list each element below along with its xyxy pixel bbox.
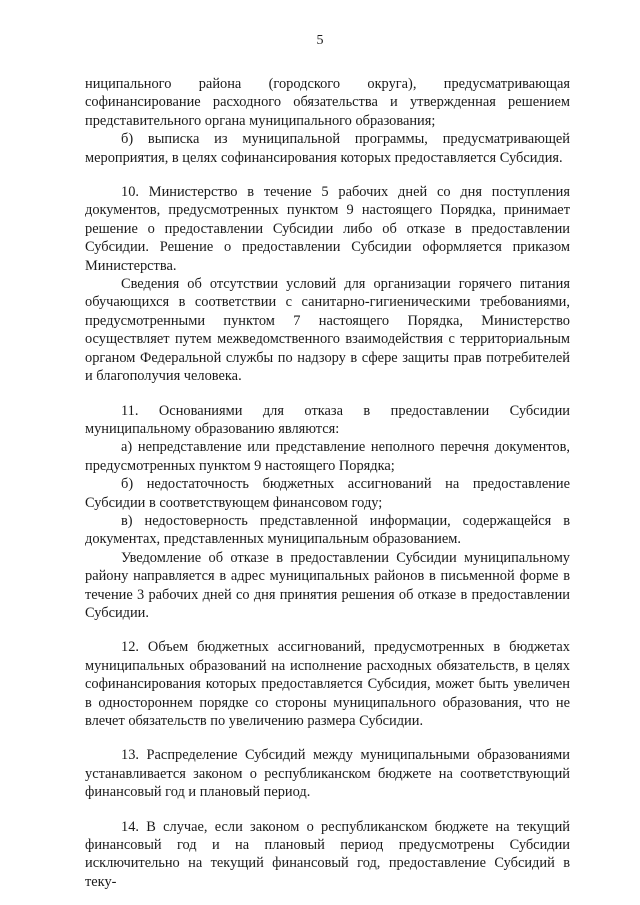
paragraph-item-12: 12. Объем бюджетных ассигнований, предусмотренных в бюджетах муниципальных образований на исполнение расходных обязательств, в целях софинансирования которых предоставляется Субсидия, может быть увеличен в одностороннем порядке со стороны муниципального образования, что не влечет обязательств по увеличению размера Субсидии. bbox=[85, 639, 570, 729]
paragraph-item-10: 10. Министерство в течение 5 рабочих дней со дня поступления документов, предусмотренных пунктом 9 настоящего Порядка, принимает решение о предоставлении Субсидии либо об отказе в предоставлении Субсидии. Решение о предоставлении Субсидии оформляется приказом Министерства. bbox=[85, 184, 570, 274]
paragraph: б) недостаточность бюджетных ассигнований на предоставление Субсидии в соответствующем финансовом году; bbox=[85, 476, 570, 511]
document-body bbox=[85, 75, 570, 891]
paragraph: б) выписка из муниципальной программы, предусматривающей мероприятия, в целях софинансирования которых предоставляется Субсидия. bbox=[85, 131, 570, 166]
paragraph: ниципального района (городского округа), предусматривающая софинансирование расходного обязательства и утвержденная решением представительного органа муниципального образования; bbox=[85, 76, 570, 129]
paragraph-item-11: 11. Основаниями для отказа в предоставлении Субсидии муниципальному образованию являются: bbox=[85, 402, 570, 437]
paragraph: а) непредставление или представление неполного перечня документов, предусмотренных пунктом 9 настоящего Порядка; bbox=[85, 439, 570, 474]
paragraph: Сведения об отсутствии условий для организации горячего питания обучающихся в соответствии с санитарно-гигиеническими требованиями, предусмотренными пунктом 7 настоящего Порядка, Министерство осуществляет путем межведомственного взаимодействия с территориальным органом Федеральной службы по надзору в сфере защиты прав потребителей и благополучия человека. bbox=[85, 276, 570, 385]
paragraph: в) недостоверность представленной информации, содержащейся в документах, представленных муниципальным образованием. bbox=[85, 512, 570, 548]
page-number: 5 bbox=[316, 33, 324, 48]
paragraph-item-14: 14. В случае, если законом о республиканском бюджете на текущий финансовый год и на плановый период предусмотрены Субсидии исключительно на текущий финансовый год, предоставление Субсидий в теку- bbox=[85, 818, 570, 890]
paragraph: Уведомление об отказе в предоставлении Субсидии муниципальному району направляется в адрес муниципальных районов в письменной форме в течение 3 рабочих дней со дня принятия решения об отказе в предоставлении Субсидии. bbox=[85, 549, 570, 621]
paragraph-item-13: 13. Распределение Субсидий между муниципальными образованиями устанавливается законом о республиканском бюджете на соответствующий финансовый год и плановый период. bbox=[85, 747, 570, 801]
